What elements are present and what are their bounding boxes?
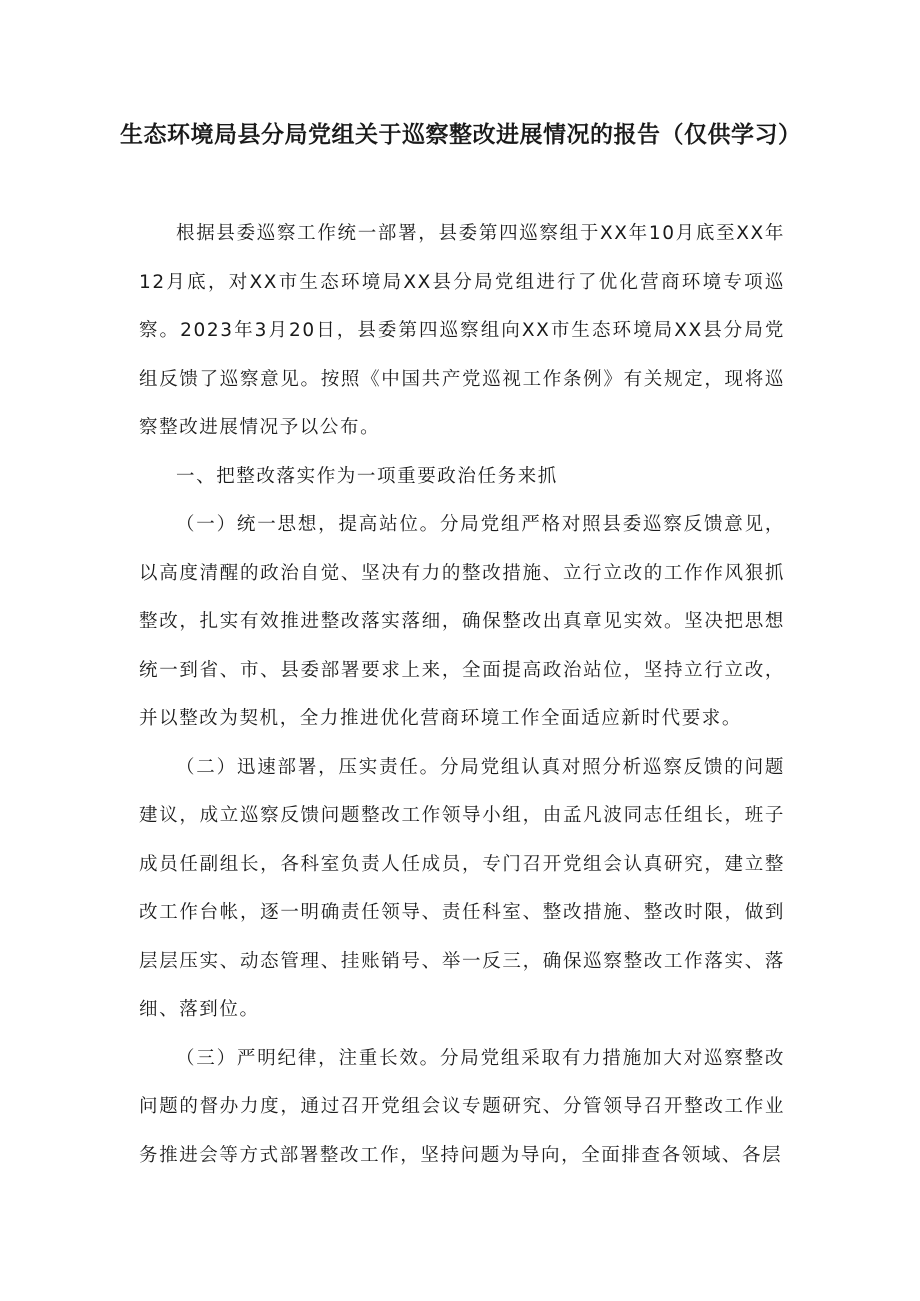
section-heading-1: 一、把整改落实作为一项重要政治任务来抓 — [176, 465, 558, 487]
paragraph-unify-thinking: （一）统一思想，提高站位。分局党组严格对照县委巡察反馈意见，以高度清醒的政治自觉、坚决有力的整改措施、立行立改的工作作风狠抓整改，扎实有效推进整改落实落细，确保整改出真章见实效。坚决把思想统一到省、市、县委部署要求上来，全面提高政治站位，坚持立行立改，并以整改为契机，全力推进优化营商环境工作全面适应新时代要求。 — [139, 514, 785, 729]
paragraph-discipline-longterm: （三）严明纪律，注重长效。分局党组采取有力措施加大对巡察整改问题的督办力度，通过召开党组会议专题研究、分管领导召开整改工作业务推进会等方式部署整改工作，坚持问题为导向，全面排查各领域、各层 — [139, 1047, 785, 1166]
paragraph-intro: 根据县委巡察工作统一部署，县委第四巡察组于XX年10月底至XX年12月底，对XX市生态环境局XX县分局党组进行了优化营商环境专项巡察。2023年3月20日，县委第四巡察组向XX市生态环境局XX县分局党组反馈了巡察意见。按照《中国共产党巡视工作条例》有关规定，现将巡察整改进展情况予以公布。 — [139, 223, 785, 438]
document-body — [139, 210, 785, 1180]
paragraph-deploy-responsibility: （二）迅速部署，压实责任。分局党组认真对照分析巡察反馈的问题建议，成立巡察反馈问题整改工作领导小组，由孟凡波同志任组长，班子成员任副组长，各科室负责人任成员，专门召开党组会认真研究，建立整改工作台帐，逐一明确责任领导、责任科室、整改措施、整改时限，做到层层压实、动态管理、挂账销号、举一反三，确保巡察整改工作落实、落细、落到位。 — [139, 756, 785, 1020]
document-title: 生态环境局县分局党组关于巡察整改进展情况的报告（仅供学习） — [120, 122, 802, 148]
